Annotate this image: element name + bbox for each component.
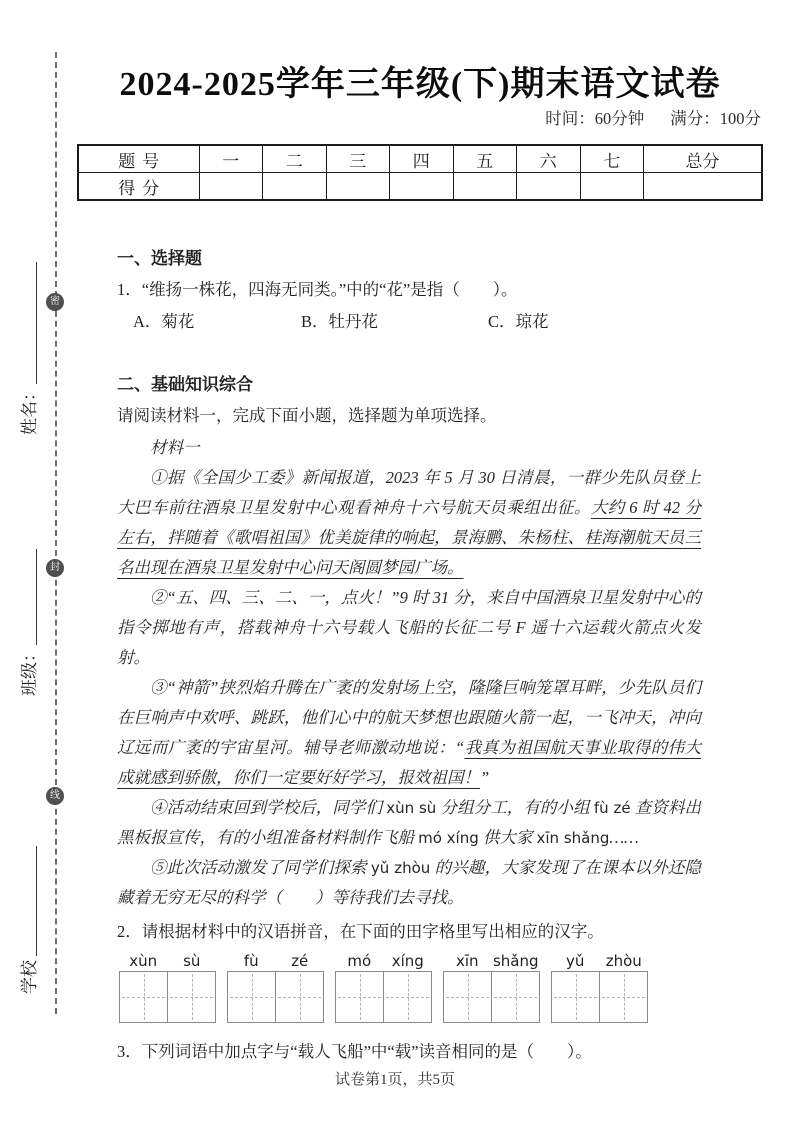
paragraph-text: ” [480,768,490,787]
paragraph-text: ①据《全国少工委》新闻报道，2023 年 5 月 30 日清晨，一群少先队员登上大巴车前往酒泉卫星发射中心观看神舟十六号航天员乘组出征。 [117,468,701,517]
exam-full-score: 满分：100分 [670,109,761,128]
tianzige-box [443,971,540,1023]
page-footer: 试卷第1页，共5页 [334,1072,455,1088]
pinyin-label: xùn [129,952,158,970]
name-blank-line [19,262,37,384]
pinyin-label: xíng [391,952,424,970]
tianzige-cell [336,972,383,1022]
score-table-score-row [78,173,762,201]
score-empty-cell [580,173,644,201]
pinyin-pair [227,951,324,971]
score-table-col: 二 [263,145,327,173]
tianzige-cell [228,972,275,1022]
tianzige-box [335,971,432,1023]
score-empty-cell [517,173,581,201]
pinyin-label: yǔ [566,952,585,970]
pinyin-label: sù [183,952,201,970]
tianzige-cell [383,972,431,1022]
score-empty-cell [263,173,327,201]
question-1-text: 1．“维扬一株花，四海无同类。”中的“花”是指（ ）。 [117,280,518,299]
material-one [117,433,701,913]
section-2-heading: 二、基础知识综合 [117,375,253,394]
tianzige-group [119,951,216,1023]
score-table-tihao-label: 题号 [78,145,199,173]
school-blank-line [19,846,37,956]
paragraph-text: 查资料出黑板报宣传，有的小组准备材料制作飞船 [117,798,702,847]
tianzige-group [551,951,648,1023]
tianzige-cell [275,972,323,1022]
score-table-col: 三 [326,145,390,173]
pinyin-inline: xùn sù [386,799,437,817]
paragraph-text: 供大家 [478,828,537,847]
paragraph-text: ③“神箭”挟烈焰升腾在广袤的发射场上空，隆隆巨响笼罩耳畔，少先队员们在巨响声中欢呼、跳跃，他们心中的航天梦想也跟随火箭一起，一飞冲天，冲向辽远而广袤的宇宙星河。辅导老师激动地说：“ [117,678,701,757]
tianzige-box [119,971,216,1023]
content-column [75,55,765,1065]
paragraph-text: …… [609,828,639,847]
tianzige-cell [167,972,215,1022]
question-3-text: 3．下列词语中加点字与“载人飞船”中“载”读音相同的是（ ）。 [117,1042,592,1061]
pinyin-inline: yǔ zhòu [370,859,431,877]
option-a: A．菊花 [133,312,195,331]
underlined-text: 我真为祖国航天事业取得的伟大成就感到骄傲，你们一定要好好学习，报效祖国！ [117,738,701,787]
section-2-intro: 请阅读材料一，完成下面小题，选择题为单项选择。 [117,406,497,425]
question-2-text: 2．请根据材料中的汉语拼音，在下面的田字格里写出相应的汉字。 [117,922,604,941]
material-paragraph-5 [117,853,701,913]
pinyin-inline: mó xíng [418,829,479,847]
pinyin-label: xīn [455,952,479,970]
pinyin-pair [551,951,648,971]
underlined-text: 大约 6 时 42 分左右，拌随着《歌唱祖国》优美旋律的响起，景海鹏、朱杨柱、桂海潮航天员三名出现在酒泉卫星发射中心问天阁圆梦园广场。 [117,498,702,577]
pinyin-pair [335,951,432,971]
score-empty-cell [326,173,390,201]
material-paragraph-1 [117,463,701,583]
material-paragraph-4 [117,793,701,853]
material-paragraph-2: ②“五、四、三、二、一，点火！”9 时 31 分，来自中国酒泉卫星发射中心的指令掷地有声，搭载神舟十六号载人飞船的长征二号 F 遥十六运载火箭点火发射。 [117,588,701,667]
pinyin-label: shǎng [492,952,539,970]
seal-char-xian: 线 [46,787,64,805]
tianzige-group [335,951,432,1023]
page-title: 2024-2025学年三年级(下)期末语文试卷 [119,66,721,103]
name-field-label: 姓名： [20,384,39,435]
score-table-col: 四 [390,145,454,173]
score-empty-cell [644,173,763,201]
pinyin-pair [119,951,216,971]
tianzige-cell [120,972,167,1022]
score-empty-cell [453,173,517,201]
tianzige-cell [444,972,491,1022]
section-1-heading: 一、选择题 [117,249,202,268]
tianzige-group [443,951,540,1023]
question-1-options [133,309,765,335]
tianzige-box [227,971,324,1023]
tianzige-grid [119,951,765,1023]
seal-char-mi: 密 [46,293,64,311]
option-b: B．牡丹花 [301,312,379,331]
score-table-header-row [78,145,762,173]
material-paragraph-3 [117,673,701,793]
class-field-label: 班级： [20,645,39,696]
score-table-col: 六 [517,145,581,173]
exam-meta [75,108,765,130]
tianzige-cell [599,972,647,1022]
pinyin-label: mó [347,952,372,970]
pinyin-label: zé [291,952,309,970]
score-table-defen-label: 得分 [78,173,199,201]
school-field [18,842,42,994]
score-table-col: 五 [453,145,517,173]
paragraph-text: 分组分工，有的小组 [436,798,594,817]
score-empty-cell [199,173,263,201]
class-blank-line [19,549,37,645]
name-field [18,255,42,435]
exam-time: 时间：60分钟 [545,109,645,128]
pinyin-label: zhòu [605,952,642,970]
pinyin-label: fù [243,952,259,970]
option-c: C．琼花 [488,312,549,331]
tianzige-cell [491,972,539,1022]
score-table-col: 一 [199,145,263,173]
score-table-col: 总分 [644,145,763,173]
paragraph-text: ⑤此次活动激发了同学们探索 [150,858,371,877]
material-title: 材料一 [150,438,200,457]
score-table [77,144,763,201]
score-empty-cell [390,173,454,201]
school-field-label: 学校 [20,960,39,994]
tianzige-box [551,971,648,1023]
paragraph-text: 的兴趣，大家发现了在课本以外还隐藏着无穷无尽的科学（ ）等待我们去寻找。 [117,858,702,907]
pinyin-inline: xīn shǎng [536,829,610,847]
pinyin-pair [443,951,540,971]
score-table-col: 七 [580,145,644,173]
paragraph-text: ④活动结束回到学校后，同学们 [150,798,387,817]
tianzige-group [227,951,324,1023]
class-field [18,544,42,696]
seal-char-feng: 封 [46,559,64,577]
seal-dashed-line [55,52,57,1014]
pinyin-inline: fù zé [593,799,631,817]
tianzige-cell [552,972,599,1022]
